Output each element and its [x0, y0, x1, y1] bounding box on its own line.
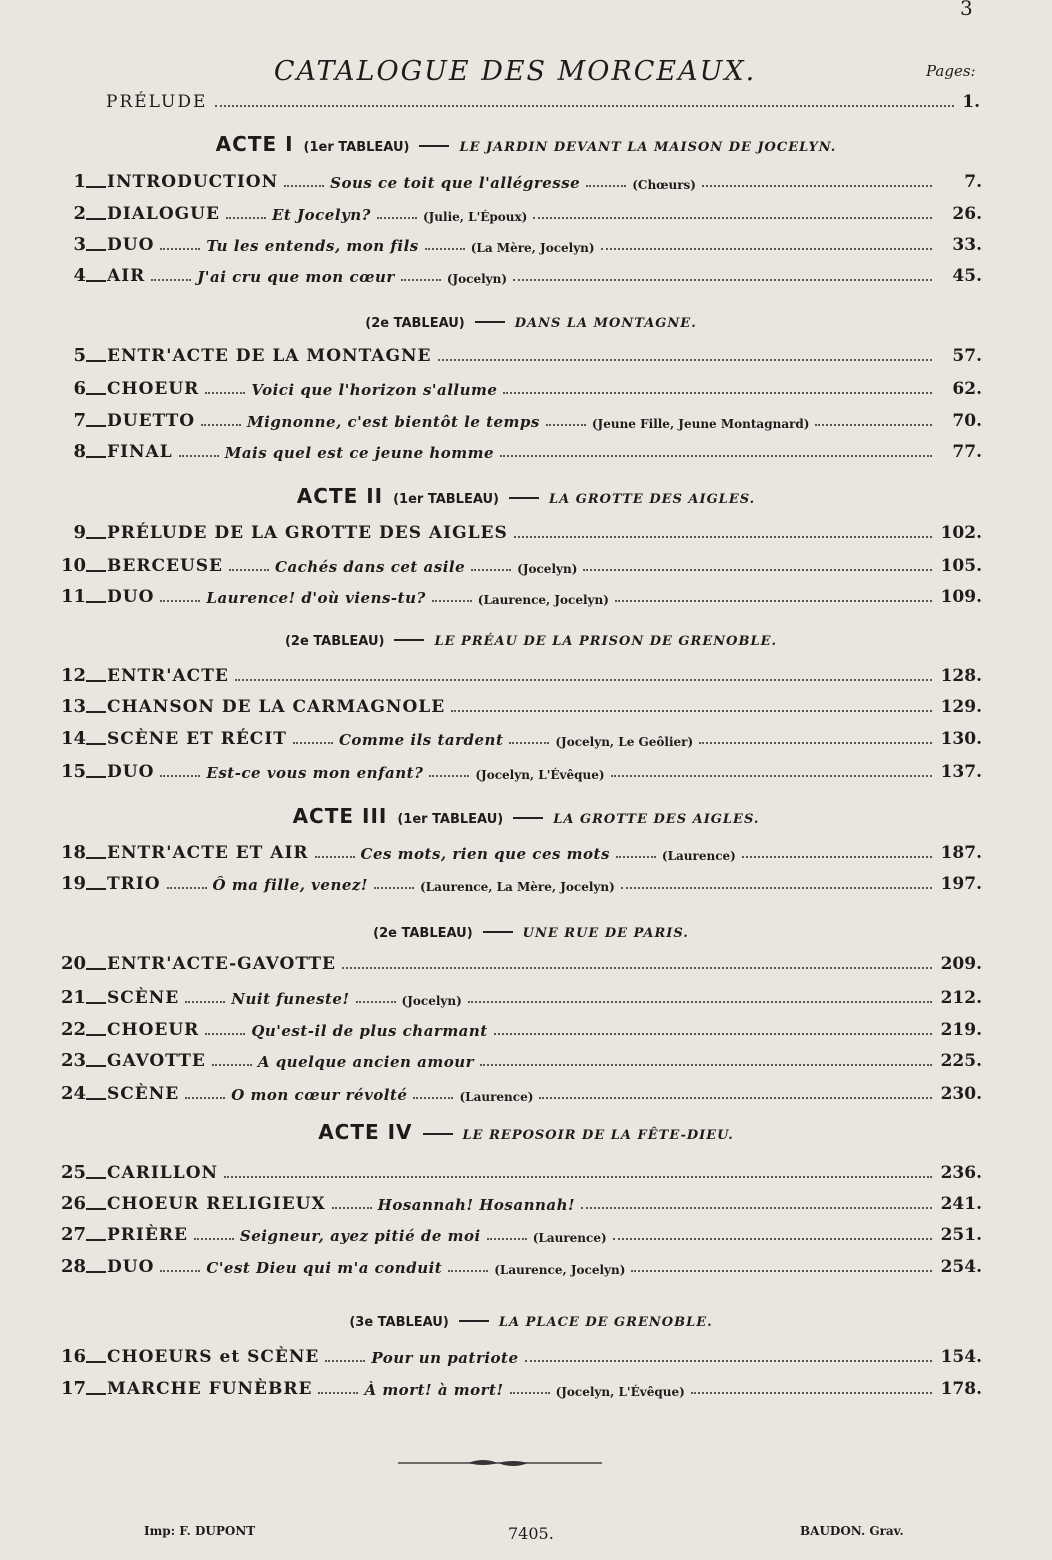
tableau-label: (1er TABLEAU)	[397, 812, 504, 827]
leader-dots	[151, 279, 191, 281]
catalogue-entry	[50, 436, 982, 462]
entry-roles: (La Mère, Jocelyn)	[470, 241, 595, 255]
entry-number: 27	[60, 1224, 86, 1245]
pages-label: Pages:	[926, 62, 976, 80]
entry-number: 15	[60, 761, 86, 782]
entry-roles: (Chœurs)	[632, 178, 696, 192]
entry-number: 25	[60, 1162, 86, 1183]
entry-page: 57.	[952, 346, 982, 366]
leader-dots	[471, 569, 511, 571]
underscore-rule	[86, 537, 106, 539]
entry-roles: (Laurence)	[532, 1231, 607, 1245]
leader-dots	[468, 1001, 932, 1003]
section-heading	[0, 1311, 1052, 1330]
dash-rule	[394, 639, 424, 641]
footer-printer: Imp: F. DUPONT	[144, 1524, 256, 1538]
leader-dots	[179, 455, 219, 457]
scene-place: LA PLACE DE GRENOBLE.	[498, 1315, 713, 1330]
catalogue-entry	[50, 1373, 982, 1399]
entry-number: 13	[60, 696, 86, 717]
footer-plate-number: 7405.	[508, 1524, 554, 1543]
entry-name: CHOEUR	[107, 379, 200, 399]
entry-incipit: Est-ce vous mon enfant?	[206, 764, 424, 782]
leader-dots	[235, 679, 932, 681]
dash-rule	[423, 1133, 453, 1135]
catalogue-entry	[50, 229, 982, 255]
catalogue-entry	[50, 1078, 982, 1104]
entry-name: SCÈNE ET RÉCIT	[107, 729, 287, 749]
underscore-rule	[86, 968, 106, 970]
entry-incipit: Qu'est-il de plus charmant	[251, 1022, 488, 1040]
leader-dots	[315, 856, 355, 858]
catalogue-entry	[50, 948, 982, 974]
entry-incipit: Et Jocelyn?	[271, 206, 371, 224]
leader-dots	[318, 1392, 358, 1394]
entry-number: 10	[60, 555, 86, 576]
tableau-label: (2e TABLEAU)	[284, 634, 385, 649]
leader-dots	[425, 248, 465, 250]
underscore-rule	[86, 1393, 106, 1395]
entry-roles: (Laurence, La Mère, Jocelyn)	[420, 880, 615, 894]
catalogue-entry	[50, 260, 982, 286]
underscore-rule	[86, 218, 106, 220]
entry-roles: (Jocelyn, L'Évêque)	[555, 1385, 685, 1399]
entry-name: DUETTO	[107, 411, 196, 431]
leader-dots	[293, 742, 333, 744]
leader-dots	[621, 887, 932, 889]
tableau-label: (2e TABLEAU)	[365, 316, 465, 331]
entry-number: 28	[60, 1256, 86, 1277]
catalogue-entry	[50, 517, 982, 543]
entry-incipit: Cachés dans cet asile	[275, 558, 466, 576]
leader-dots	[429, 775, 469, 777]
catalogue-title: CATALOGUE DES MORCEAUX.	[273, 56, 757, 88]
entry-page: 105.	[940, 556, 982, 576]
leader-dots	[229, 569, 269, 571]
entry-incipit: Ô ma fille, venez!	[212, 876, 368, 894]
entry-page: 130.	[940, 729, 982, 749]
entry-incipit: Comme ils tardent	[338, 731, 504, 749]
leader-dots	[494, 1033, 932, 1035]
section-heading	[0, 132, 1052, 156]
entry-name: CHOEUR	[107, 1020, 200, 1040]
entry-name: CHOEUR RELIGIEUX	[107, 1194, 326, 1214]
entry-number: 26	[60, 1193, 86, 1214]
entry-name: DUO	[107, 762, 155, 782]
catalogue-entry	[50, 1188, 982, 1214]
entry-page: 129.	[940, 697, 982, 717]
entry-number: 17	[60, 1378, 86, 1399]
entry-incipit: Nuit funeste!	[231, 990, 350, 1008]
leader-dots	[487, 1238, 527, 1240]
leader-dots	[539, 1097, 932, 1099]
entry-name: MARCHE FUNÈBRE	[107, 1379, 313, 1399]
entry-page: 128.	[940, 666, 982, 686]
entry-roles: (Julie, L'Époux)	[422, 210, 528, 224]
leader-dots	[194, 1238, 234, 1240]
section-heading	[0, 922, 1052, 941]
catalogue-entry	[50, 723, 982, 749]
leader-dots	[160, 600, 200, 602]
entry-number: 14	[60, 728, 86, 749]
leader-dots	[413, 1097, 453, 1099]
entry-page: 225.	[940, 1051, 982, 1071]
leader-dots	[451, 710, 932, 712]
leader-dots	[702, 185, 932, 187]
entry-number: 3	[73, 234, 86, 255]
acte-label: ACTE III	[292, 804, 388, 828]
dash-rule	[475, 321, 505, 323]
entry-incipit: Sous ce toit que l'allégresse	[330, 174, 581, 192]
entry-incipit: Ces mots, rien que ces mots	[360, 845, 610, 863]
underscore-rule	[86, 280, 106, 282]
underscore-rule	[86, 1271, 106, 1273]
tableau-label: (1er TABLEAU)	[393, 492, 500, 507]
entry-number: 6	[73, 378, 86, 399]
entry-name: ENTR'ACTE DE LA MONTAGNE	[107, 346, 432, 366]
catalogue-entry	[50, 166, 982, 192]
leader-dots	[514, 536, 932, 538]
underscore-rule	[86, 601, 106, 603]
entry-page: 241.	[940, 1194, 982, 1214]
underscore-rule	[86, 425, 106, 427]
leader-dots	[615, 600, 932, 602]
underscore-rule	[86, 1034, 106, 1036]
underscore-rule	[86, 776, 106, 778]
prelude-row	[106, 88, 980, 112]
entry-page: 230.	[940, 1084, 982, 1104]
leader-dots	[332, 1207, 372, 1209]
entry-page: 70.	[952, 411, 982, 431]
entry-number: 12	[60, 665, 86, 686]
entry-page: 197.	[940, 874, 982, 894]
ornament-rule	[398, 1456, 602, 1470]
entry-number: 20	[60, 953, 86, 974]
entry-name: DUO	[107, 587, 155, 607]
entry-number: 16	[60, 1346, 86, 1367]
entry-number: 18	[60, 842, 86, 863]
leader-dots	[691, 1392, 932, 1394]
underscore-rule	[86, 1065, 106, 1067]
leader-dots	[401, 279, 441, 281]
leader-dots	[185, 1097, 225, 1099]
leader-dots	[284, 185, 324, 187]
catalogue-entry	[50, 405, 982, 431]
entry-incipit: Laurence! d'où viens-tu?	[206, 589, 426, 607]
section-heading	[0, 630, 1052, 649]
entry-name: TRIO	[107, 874, 161, 894]
underscore-rule	[86, 456, 106, 458]
leader-dots	[601, 248, 932, 250]
entry-name: PRÉLUDE DE LA GROTTE DES AIGLES	[107, 523, 508, 543]
catalogue-entry	[50, 1341, 982, 1367]
leader-dots	[510, 1392, 550, 1394]
entry-page: 45.	[952, 266, 982, 286]
entry-roles: (Jeune Fille, Jeune Montagnard)	[591, 417, 810, 431]
acte-label: ACTE II	[296, 484, 384, 508]
entry-roles: (Jocelyn)	[517, 562, 578, 576]
entry-page: 212.	[940, 988, 982, 1008]
entry-page: 102.	[940, 523, 982, 543]
entry-name: PRIÈRE	[107, 1225, 188, 1245]
catalogue-entry	[50, 1014, 982, 1040]
entry-incipit: Mais quel est ce jeune homme	[224, 444, 495, 462]
catalogue-entry	[50, 756, 982, 782]
catalogue-entry	[50, 1251, 982, 1277]
leader-dots	[815, 424, 932, 426]
entry-number: 5	[73, 345, 86, 366]
entry-name: DUO	[107, 1257, 155, 1277]
leader-dots	[325, 1360, 365, 1362]
leader-dots	[513, 279, 932, 281]
catalogue-entry	[50, 691, 982, 717]
leader-dots	[201, 424, 241, 426]
entry-incipit: Hosannah! Hosannah!	[377, 1196, 576, 1214]
leader-dots	[342, 967, 932, 969]
entry-name: ENTR'ACTE ET AIR	[107, 843, 309, 863]
leader-dots	[509, 742, 549, 744]
entry-incipit: Pour un patriote	[371, 1349, 519, 1367]
leader-dots	[205, 1033, 245, 1035]
leader-dots	[226, 217, 266, 219]
entry-page: 62.	[952, 379, 982, 399]
entry-number: 21	[60, 987, 86, 1008]
page-number: 3	[960, 0, 973, 20]
entry-page: 254.	[940, 1257, 982, 1277]
entry-number: 8	[73, 441, 86, 462]
underscore-rule	[86, 360, 106, 362]
scene-place: LE PRÉAU DE LA PRISON DE GRENOBLE.	[434, 634, 778, 649]
underscore-rule	[86, 570, 106, 572]
leader-dots	[224, 1176, 932, 1178]
section-heading	[0, 484, 1052, 508]
section-heading	[0, 804, 1052, 828]
entry-page: 219.	[940, 1020, 982, 1040]
entry-roles: (Laurence)	[661, 849, 736, 863]
leader-dots	[448, 1270, 488, 1272]
entry-name: CHANSON DE LA CARMAGNOLE	[107, 697, 446, 717]
entry-number: 23	[60, 1050, 86, 1071]
entry-number: 1	[73, 171, 86, 192]
catalogue-entry	[50, 837, 982, 863]
underscore-rule	[86, 680, 106, 682]
underscore-rule	[86, 186, 106, 188]
entry-incipit: À mort! à mort!	[364, 1381, 504, 1399]
entry-name: CHOEURS et SCÈNE	[107, 1347, 320, 1367]
leader-dots	[432, 600, 472, 602]
entry-page: 26.	[952, 204, 982, 224]
leader-dots	[611, 775, 932, 777]
entry-number: 24	[60, 1083, 86, 1104]
leader-dots	[500, 455, 932, 457]
entry-number: 4	[73, 265, 86, 286]
entry-number: 7	[73, 410, 86, 431]
entry-incipit: A quelque ancien amour	[257, 1053, 475, 1071]
leader-dots	[480, 1064, 932, 1066]
dash-rule	[509, 497, 539, 499]
footer-engraver: BAUDON. Grav.	[800, 1524, 904, 1538]
entry-name: INTRODUCTION	[107, 172, 279, 192]
entry-roles: (Laurence, Jocelyn)	[494, 1263, 626, 1277]
entry-incipit: Tu les entends, mon fils	[206, 237, 419, 255]
leader-dots	[581, 1207, 932, 1209]
section-heading	[0, 1120, 1052, 1144]
underscore-rule	[86, 249, 106, 251]
leader-dots	[160, 1270, 200, 1272]
entry-roles: (Laurence, Jocelyn)	[477, 593, 609, 607]
catalogue-entry	[50, 982, 982, 1008]
scene-place: LA GROTTE DES AIGLES.	[549, 492, 756, 507]
prelude-name: PRÉLUDE	[106, 92, 208, 112]
entry-page: 33.	[952, 235, 982, 255]
catalogue-entry	[50, 340, 982, 366]
entry-page: 77.	[952, 442, 982, 462]
underscore-rule	[86, 1239, 106, 1241]
leader-dots	[374, 887, 414, 889]
leader-dots	[160, 248, 200, 250]
leader-dots	[356, 1001, 396, 1003]
leader-dots	[546, 424, 586, 426]
leader-dots	[533, 217, 932, 219]
entry-page: 109.	[940, 587, 982, 607]
tableau-label: (2e TABLEAU)	[373, 926, 473, 941]
entry-roles: (Laurence)	[459, 1090, 534, 1104]
entry-number: 9	[73, 522, 86, 543]
leader-dots	[742, 856, 932, 858]
catalogue-entry	[50, 660, 982, 686]
entry-name: BERCEUSE	[107, 556, 224, 576]
entry-name: SCÈNE	[107, 1084, 180, 1104]
entry-name: DIALOGUE	[107, 204, 220, 224]
scene-place: LE REPOSOIR DE LA FÊTE-DIEU.	[462, 1128, 734, 1143]
tableau-label: (1er TABLEAU)	[303, 140, 410, 155]
entry-page: 137.	[940, 762, 982, 782]
scene-place: LE JARDIN DEVANT LA MAISON DE JOCELYN.	[459, 140, 837, 155]
leader-dots	[377, 217, 417, 219]
scene-place: LA GROTTE DES AIGLES.	[553, 812, 760, 827]
leader-dots	[583, 569, 932, 571]
underscore-rule	[86, 1098, 106, 1100]
underscore-rule	[86, 1361, 106, 1363]
leader-dots	[212, 1064, 252, 1066]
leader-dots	[525, 1360, 932, 1362]
section-heading	[0, 312, 1052, 331]
dash-rule	[513, 817, 543, 819]
leader-dots	[616, 856, 656, 858]
entry-name: GAVOTTE	[107, 1051, 206, 1071]
leader-dots	[185, 1001, 225, 1003]
tableau-label: (3e TABLEAU)	[349, 1315, 449, 1330]
entry-roles: (Jocelyn)	[401, 994, 462, 1008]
scene-place: UNE RUE DE PARIS.	[522, 926, 689, 941]
acte-label: ACTE IV	[318, 1120, 413, 1144]
leader-dots	[699, 742, 932, 744]
entry-name: CARILLON	[107, 1163, 219, 1183]
entry-name: DUO	[107, 235, 155, 255]
underscore-rule	[86, 1002, 106, 1004]
underscore-rule	[86, 888, 106, 890]
scene-place: DANS LA MONTAGNE.	[514, 316, 697, 331]
leader-dots	[215, 105, 954, 107]
catalogue-entry	[50, 198, 982, 224]
dash-rule	[419, 145, 449, 147]
acte-label: ACTE I	[215, 132, 294, 156]
entry-number: 2	[73, 203, 86, 224]
leader-dots	[167, 887, 207, 889]
underscore-rule	[86, 857, 106, 859]
entry-incipit: Mignonne, c'est bientôt le temps	[247, 413, 540, 431]
catalogue-entry	[50, 581, 982, 607]
leader-dots	[160, 775, 200, 777]
entry-incipit: Seigneur, ayez pitié de moi	[239, 1227, 481, 1245]
catalogue-entry	[50, 1157, 982, 1183]
prelude-page: 1.	[962, 92, 980, 112]
leader-dots	[205, 392, 245, 394]
underscore-rule	[86, 1208, 106, 1210]
entry-page: 178.	[940, 1379, 982, 1399]
entry-roles: (Jocelyn)	[446, 272, 508, 286]
entry-incipit: C'est Dieu qui m'a conduit	[206, 1259, 443, 1277]
underscore-rule	[86, 743, 106, 745]
entry-incipit: J'ai cru que mon cœur	[197, 268, 395, 286]
dash-rule	[459, 1320, 489, 1322]
underscore-rule	[86, 1177, 106, 1179]
entry-name: ENTR'ACTE-GAVOTTE	[107, 954, 337, 974]
leader-dots	[631, 1270, 932, 1272]
leader-dots	[586, 185, 626, 187]
dash-rule	[483, 931, 513, 933]
entry-name: AIR	[107, 266, 146, 286]
entry-page: 251.	[940, 1225, 982, 1245]
entry-roles: (Jocelyn, L'Évêque)	[475, 768, 605, 782]
entry-number: 11	[60, 586, 86, 607]
entry-roles: (Jocelyn, Le Geôlier)	[555, 735, 694, 749]
entry-name: SCÈNE	[107, 988, 180, 1008]
entry-name: FINAL	[107, 442, 173, 462]
underscore-rule	[86, 393, 106, 395]
catalogue-entry	[50, 373, 982, 399]
entry-page: 154.	[940, 1347, 982, 1367]
catalogue-entry	[50, 868, 982, 894]
entry-name: ENTR'ACTE	[107, 666, 229, 686]
underscore-rule	[86, 711, 106, 713]
entry-incipit: O mon cœur révolté	[231, 1086, 408, 1104]
entry-number: 22	[60, 1019, 86, 1040]
catalogue-entry	[50, 550, 982, 576]
leader-dots	[503, 392, 932, 394]
entry-page: 7.	[964, 172, 982, 192]
entry-page: 187.	[940, 843, 982, 863]
catalogue-entry	[50, 1219, 982, 1245]
entry-incipit: Voici que l'horizon s'allume	[251, 381, 498, 399]
leader-dots	[613, 1238, 932, 1240]
leader-dots	[438, 359, 933, 361]
catalogue-entry	[50, 1045, 982, 1071]
entry-page: 209.	[940, 954, 982, 974]
entry-page: 236.	[940, 1163, 982, 1183]
entry-number: 19	[60, 873, 86, 894]
